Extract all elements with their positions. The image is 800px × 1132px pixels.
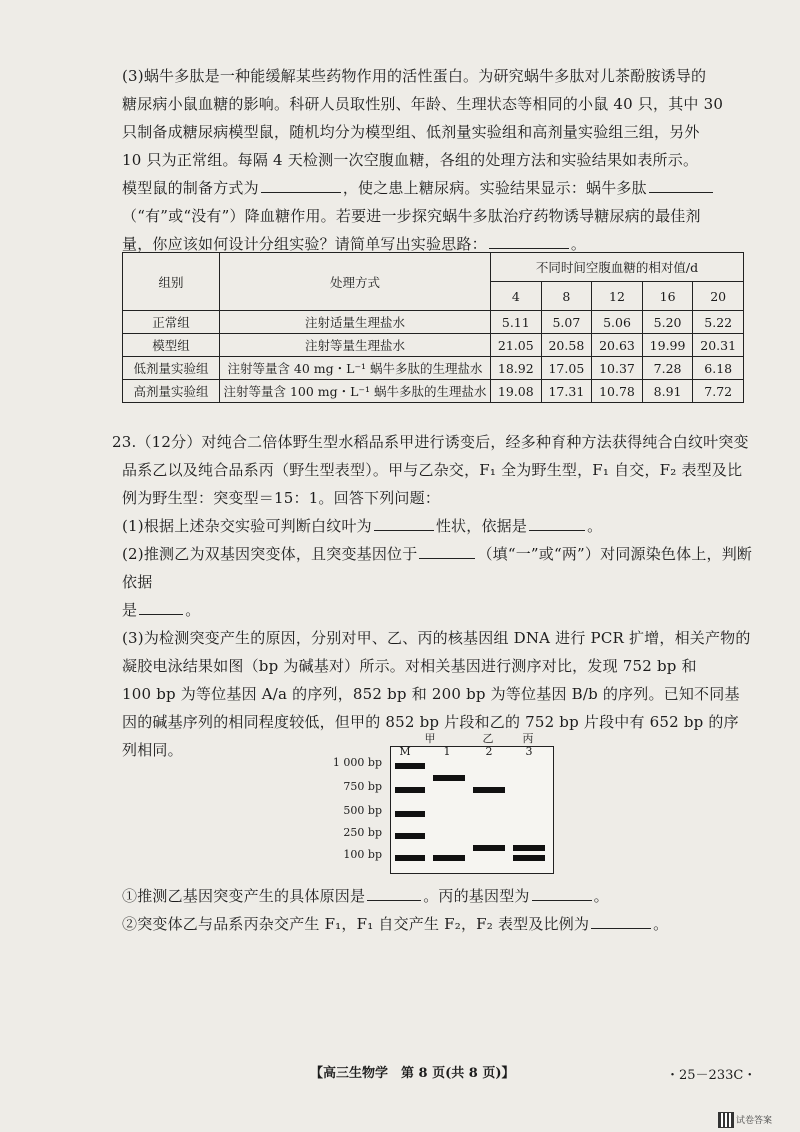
lane-name-yi: 乙 xyxy=(482,732,494,745)
cell-value: 5.07 xyxy=(541,311,592,334)
q23-p1-a: (1)根据上述杂交实验可判断白纹叶为 xyxy=(122,517,372,535)
q23-line3: 例为野生型：突变型＝15：1。回答下列问题： xyxy=(122,489,441,507)
cell-method: 注射等量生理盐水 xyxy=(220,334,491,357)
lane-id-2: 2 xyxy=(485,745,493,758)
cell-value: 10.37 xyxy=(592,357,643,380)
answer-blank-effect[interactable] xyxy=(649,174,713,193)
q23-s2-b: 。 xyxy=(653,915,669,933)
q23-p1-c: 。 xyxy=(587,517,603,535)
marker-label-250: 250 bp xyxy=(343,826,382,839)
lane2-band-200 xyxy=(473,845,505,851)
q23 xyxy=(112,428,762,764)
table-row xyxy=(123,334,744,357)
answer-blank-genotype[interactable] xyxy=(532,882,592,901)
header-method: 处理方式 xyxy=(220,253,491,311)
cell-value: 5.20 xyxy=(642,311,693,334)
cell-value: 17.05 xyxy=(541,357,592,380)
q22-part3 xyxy=(122,62,762,258)
marker-label-500: 500 bp xyxy=(343,804,382,817)
answer-blank-basis[interactable] xyxy=(529,512,585,531)
q23-p2-b: （填“一”或“两”）对同源染色体上，判断依据 xyxy=(122,545,753,591)
exam-code: ・25－233C・ xyxy=(666,1068,757,1083)
cell-value: 21.05 xyxy=(491,334,542,357)
q23-s2 xyxy=(122,910,762,938)
cell-value: 10.78 xyxy=(592,380,643,403)
q22-line7-b: 。 xyxy=(570,235,587,253)
lane-name-bing: 丙 xyxy=(522,732,534,745)
q23-part2 xyxy=(112,540,762,596)
q23-s2-a: ②突变体乙与品系丙杂交产生 F₁，F₁ 自交产生 F₂，F₂ 表型及比例为 xyxy=(122,915,590,933)
q22-line7-a: 量，你应该如何设计分组实验？请简单写出实验思路： xyxy=(122,235,487,253)
cell-method: 注射等量含 40 mg・L⁻¹ 蜗牛多肽的生理盐水 xyxy=(220,357,491,380)
cell-method: 注射适量生理盐水 xyxy=(220,311,491,334)
q23-line2: 品系乙以及纯合品系丙（野生型表型）。甲与乙杂交，F₁ 全为野生型，F₁ 自交，F₂ 表型及比 xyxy=(122,461,743,479)
header-values: 不同时间空腹血糖的相对值/d xyxy=(491,253,744,282)
q22-line5-a: 模型鼠的制备方式为 xyxy=(122,179,259,197)
lane-id-m: M xyxy=(399,745,411,758)
table-row xyxy=(123,380,744,403)
answer-blank-reason[interactable] xyxy=(139,596,183,615)
answer-blank-f2-ratio[interactable] xyxy=(591,910,651,929)
lane-id-1: 1 xyxy=(443,745,451,758)
cell-value: 19.08 xyxy=(491,380,542,403)
cell-group: 正常组 xyxy=(123,311,220,334)
q23-subquestions xyxy=(122,882,762,938)
cell-value: 20.63 xyxy=(592,334,643,357)
q23-p3-line1: (3)为检测突变产生的原因，分别对甲、乙、丙的核基因组 DNA 进行 PCR 扩增，相关产物的 xyxy=(122,629,751,647)
marker-band-1000 xyxy=(395,763,425,769)
header-day: 4 xyxy=(491,282,542,311)
table-row xyxy=(123,311,744,334)
header-day: 8 xyxy=(541,282,592,311)
gel-box xyxy=(390,746,554,874)
answer-blank-design[interactable] xyxy=(489,230,569,249)
cell-value: 7.72 xyxy=(693,380,744,403)
q22-line2: 糖尿病小鼠血糖的影响。科研人员取性别、年龄、生理状态等相同的小鼠 40 只，其中 30 xyxy=(122,95,724,113)
q22-line5-b: ，使之患上糖尿病。实验结果显示：蜗牛多肽 xyxy=(342,179,647,197)
q23-s1-a: ①推测乙基因突变产生的具体原因是 xyxy=(122,887,366,905)
marker-label-100: 100 bp xyxy=(343,848,382,861)
watermark-text: 试卷答案 xyxy=(736,1116,773,1126)
marker-band-100 xyxy=(395,855,425,861)
q23-part2-cont xyxy=(112,596,762,624)
lane1-band-100 xyxy=(433,855,465,861)
header-day: 12 xyxy=(592,282,643,311)
q23-s1 xyxy=(122,882,762,910)
cell-value: 20.31 xyxy=(693,334,744,357)
cell-value: 19.99 xyxy=(642,334,693,357)
cell-group: 高剂量实验组 xyxy=(123,380,220,403)
q23-p2-c: 是 xyxy=(122,601,138,619)
marker-label-1000: 1 000 bp xyxy=(332,756,382,769)
cell-value: 20.58 xyxy=(541,334,592,357)
lane3-band-100 xyxy=(513,855,545,861)
lane2-band-752 xyxy=(473,787,505,793)
q22-line4: 10 只为正常组。每隔 4 天检测一次空腹血糖，各组的处理方法和实验结果如表所示。 xyxy=(122,151,699,169)
q22-line3: 只制备成糖尿病模型鼠，随机均分为模型组、低剂量实验组和高剂量实验组三组，另外 xyxy=(122,123,700,141)
table-row xyxy=(123,357,744,380)
lane3-band-200 xyxy=(513,845,545,851)
qr-code-icon xyxy=(718,1112,734,1128)
q23-s1-b: 。丙的基因型为 xyxy=(423,887,530,905)
q23-s1-c: 。 xyxy=(593,887,609,905)
header-day: 16 xyxy=(642,282,693,311)
answer-blank-prep-method[interactable] xyxy=(261,174,341,193)
q23-part1 xyxy=(112,512,762,540)
page-footer: 【高三生物学 第 8 页(共 8 页)】 xyxy=(310,1066,515,1081)
answer-blank-mutation-cause[interactable] xyxy=(367,882,421,901)
cell-value: 8.91 xyxy=(642,380,693,403)
q23-p2-d: 。 xyxy=(185,601,201,619)
cell-value: 6.18 xyxy=(693,357,744,380)
q23-p2-a: (2)推测乙为双基因突变体，且突变基因位于 xyxy=(122,545,418,563)
marker-band-250 xyxy=(395,833,425,839)
q23-p3-line5: 列相同。 xyxy=(122,741,183,759)
lane1-band-852 xyxy=(433,775,465,781)
cell-value: 7.28 xyxy=(642,357,693,380)
cell-value: 5.06 xyxy=(592,311,643,334)
q22-line6: （“有”或“没有”）降血糖作用。若要进一步探究蜗牛多肽治疗药物诱导糖尿病的最佳剂 xyxy=(122,207,701,225)
cell-method: 注射等量含 100 mg・L⁻¹ 蜗牛多肽的生理盐水 xyxy=(220,380,491,403)
q23-p3-line3: 100 bp 为等位基因 A/a 的序列，852 bp 和 200 bp 为等位基因 B/b 的序列。已知不同基 xyxy=(122,685,740,703)
cell-value: 18.92 xyxy=(491,357,542,380)
marker-label-750: 750 bp xyxy=(343,780,382,793)
header-day: 20 xyxy=(693,282,744,311)
marker-band-500 xyxy=(395,811,425,817)
marker-band-750 xyxy=(395,787,425,793)
cell-value: 5.11 xyxy=(491,311,542,334)
header-group: 组别 xyxy=(123,253,220,311)
q23-p3-line2: 凝胶电泳结果如图（bp 为碱基对）所示。对相关基因进行测序对比，发现 752 bp 和 xyxy=(122,657,697,675)
answer-blank-pairs[interactable] xyxy=(419,540,475,559)
lane-name-jia: 甲 xyxy=(424,732,436,745)
q22-line1: (3)蜗牛多肽是一种能缓解某些药物作用的活性蛋白。为研究蜗牛多肽对儿茶酚胺诱导的 xyxy=(122,67,707,85)
q23-p1-b: 性状，依据是 xyxy=(435,517,528,535)
cell-value: 17.31 xyxy=(541,380,592,403)
cell-group: 模型组 xyxy=(123,334,220,357)
q23-p3-line4: 因的碱基序列的相同程度较低，但甲的 852 bp 片段和乙的 752 bp 片段中有 652 bp 的序 xyxy=(122,713,739,731)
q22-line5 xyxy=(122,174,762,202)
glucose-table xyxy=(122,252,744,403)
cell-group: 低剂量实验组 xyxy=(123,357,220,380)
lane-id-3: 3 xyxy=(525,745,533,758)
cell-value: 5.22 xyxy=(693,311,744,334)
q23-line1: 23.（12分）对纯合二倍体野生型水稻品系甲进行诱变后，经多种育种方法获得纯合白纹叶突变 xyxy=(112,433,749,451)
answer-blank-trait[interactable] xyxy=(374,512,434,531)
